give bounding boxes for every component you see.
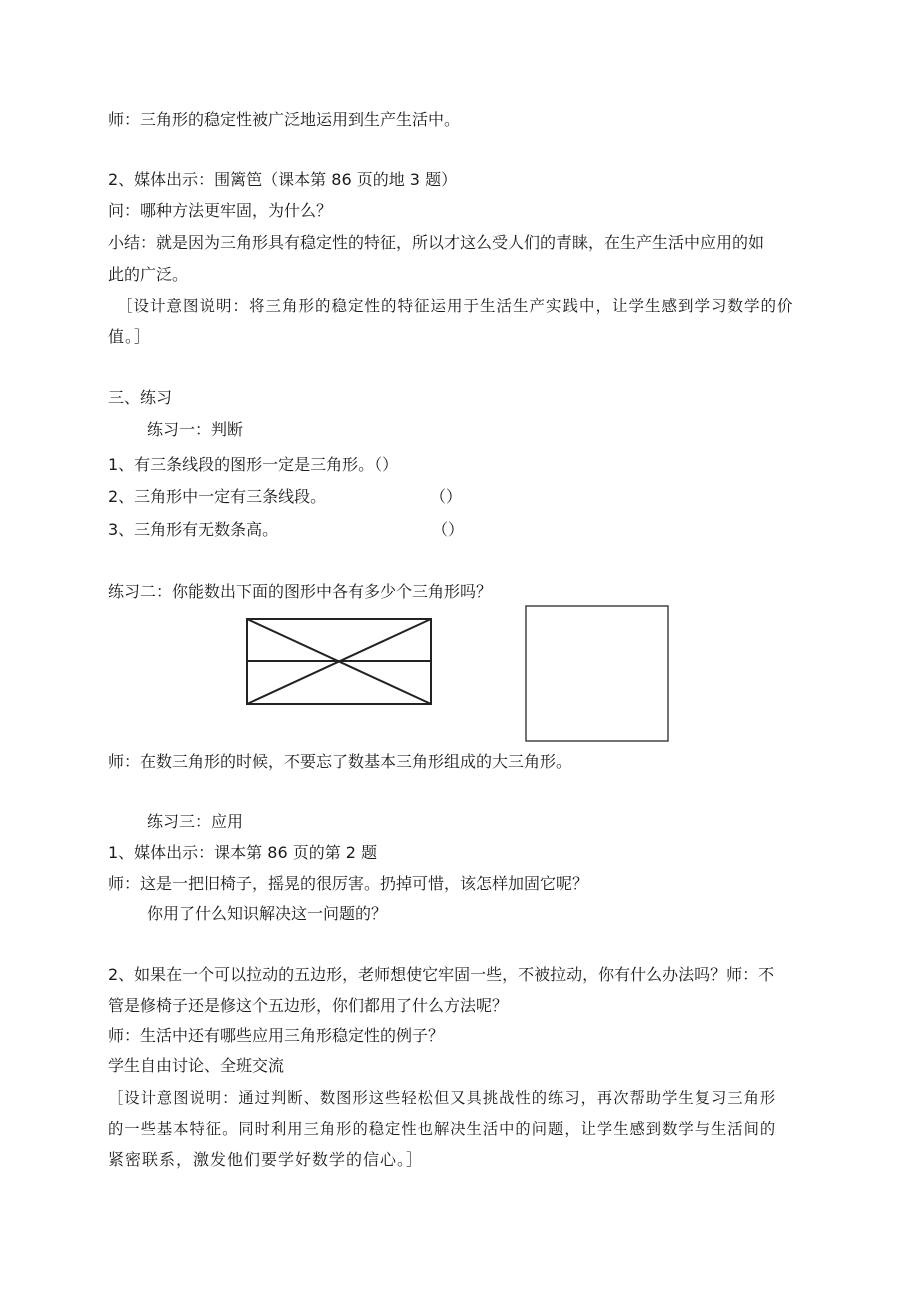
text-line: 问：哪种方法更牢固，为什么？ [108,201,333,220]
text-line: 2、媒体出示：围篱笆（课本第 86 页的地 3 题） [108,170,458,189]
design-note-line: ［设计意图说明：通过判断、数图形这些轻松但又具挑战性的练习，再次帮助学生复习三角形 [108,1089,777,1107]
design-note-line: 紧密联系，激发他们要学好数学的信心。］ [108,1150,424,1169]
judgement-blank: （） [432,520,465,539]
design-note-line: ［设计意图说明：将三角形的稳定性的特征运用于生活生产实践中，让学生感到学习数学的价 [117,297,794,315]
text-line: 小结：就是因为三角形具有稳定性的特征，所以才这么受人们的青睐，在生产生活中应用的如 [108,233,765,252]
text-line: 师：生活中还有哪些应用三角形稳定性的例子？ [108,1026,445,1045]
text-line: 师：在数三角形的时候，不要忘了数基本三角形组成的大三角形。 [108,752,573,771]
design-note-line: 值。］ [108,327,152,346]
text-line: 此的广泛。 [108,265,189,284]
text-line: 你用了什么知识解决这一问题的？ [147,904,388,923]
section-heading: 三、练习 [108,388,173,407]
design-note-line: 的一些基本特征。同时利用三角形的稳定性也解决生活中的问题，让学生感到数学与生活间的 [108,1120,777,1138]
judgement-item: 1、有三条线段的图形一定是三角形。（） [108,455,399,474]
text-line: 管是修椅子还是修这个五边形，你们都用了什么方法呢？ [108,996,509,1015]
judgement-blank: （） [430,487,463,506]
square-figure [520,600,675,746]
judgement-item: 3、三角形有无数条高。 [108,520,279,539]
judgement-item: 2、三角形中一定有三条线段。 [108,487,327,506]
text-line: 学生自由讨论、全班交流 [108,1056,285,1075]
rectangle-triangles-figure [240,612,440,710]
text-line: 1、媒体出示：课本第 86 页的第 2 题 [108,843,378,862]
sub-heading: 练习三：应用 [147,812,244,831]
text-line: 师：这是一把旧椅子，摇晃的很厉害。扔掉可惜，该怎样加固它呢？ [108,874,589,893]
sub-heading: 练习一：判断 [147,420,244,439]
text-line: 师：三角形的稳定性被广泛地运用到生产生活中。 [108,110,461,129]
square-outline [526,606,668,741]
text-line: 2、如果在一个可以拉动的五边形，老师想使它牢固一些，不被拉动，你有什么办法吗？师：不 [108,965,775,984]
exercise-question: 练习二：你能数出下面的图形中各有多少个三角形吗？ [108,582,493,601]
